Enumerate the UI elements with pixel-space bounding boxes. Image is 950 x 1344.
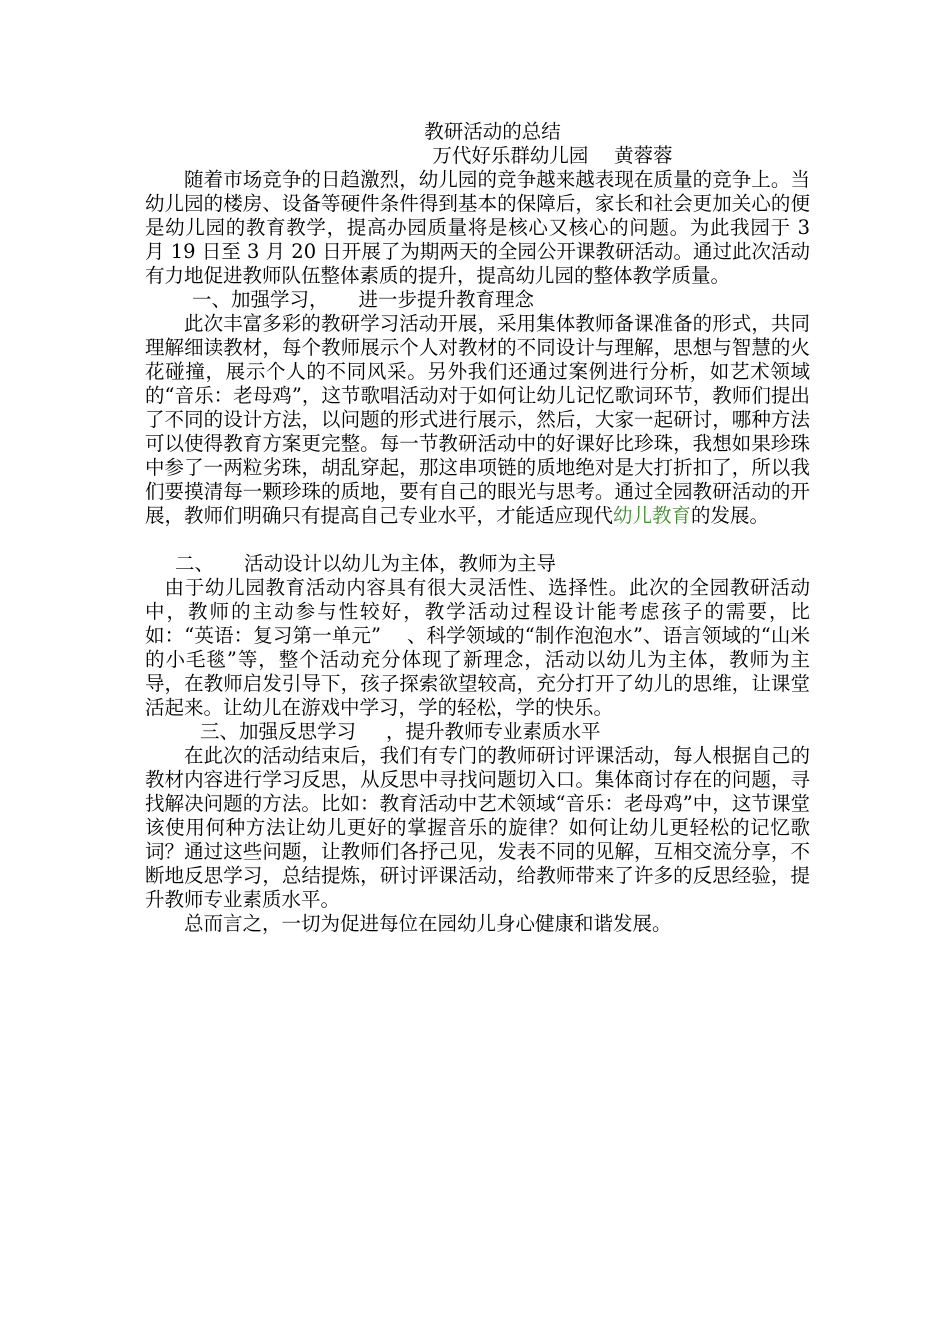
intro-paragraph: 随着市场竞争的日趋激烈，幼儿园的竞争越来越表现在质量的竞争上。当幼儿园的楼房、设备等硬件条件得到基本的保障后，家长和社会更加关心的便是幼儿园的教育教学，提高办园质量将是核心又核心的问题。为此我园于 3 月 19 日至 3 月 20 日开展了为期两天的全园公开课教研活动。通过此次活动有力地促进教师队伍整体素质的提升，提高幼儿园的整体教学质量。 bbox=[145, 168, 810, 287]
section2-heading-number: 二、 bbox=[175, 552, 215, 575]
section1-heading-number: 一、加强学习， bbox=[192, 288, 329, 311]
section1-paragraph bbox=[145, 312, 810, 528]
document-title: 教研活动的总结 bbox=[424, 120, 561, 143]
section1-body-end: 的发展。 bbox=[691, 504, 770, 527]
early-education-link[interactable]: 幼儿教育 bbox=[613, 504, 692, 527]
section3-paragraph: 在此次的活动结束后，我们有专门的教师研讨评课活动，每人根据自己的教材内容进行学习反思，从反思中寻找问题切入口。集体商讨存在的问题，寻找解决问题的方法。比如：教育活动中艺术领域“音乐：老母鸡”中，这节课堂该使用何种方法让幼儿更好的掌握音乐的旋律？如何让幼儿更轻松的记忆歌词？通过这些问题，让教师们各抒己见，发表不同的见解，互相交流分享，不断地反思学习，总结提炼，研讨评课活动，给教师带来了许多的反思经验，提升教师专业素质水平。 bbox=[145, 744, 810, 911]
section2-heading bbox=[145, 552, 810, 576]
document-subtitle: 万代好乐群幼儿园 黄蓉蓉 bbox=[432, 144, 673, 167]
section3-heading bbox=[145, 720, 810, 744]
section3-heading-text: ，提升教师专业素质水平 bbox=[386, 720, 601, 743]
section2-heading-text: 活动设计以幼儿为主体，教师为主导 bbox=[244, 552, 557, 575]
section3-heading-number: 三、加强反思学习 bbox=[200, 720, 357, 743]
section1-heading bbox=[145, 288, 810, 312]
section2-paragraph: 由于幼儿园教育活动内容具有很大灵活性、选择性。此次的全园教研活动中，教师的主动参与性较好，教学活动过程设计能考虑孩子的需要，比如：“英语：复习第一单元” 、科学领域的“制作泡泡水”、语言领域的“山米的小毛毯”等，整个活动充分体现了新理念，活动以幼儿为主体，教师为主导，在教师启发引导下，孩子探索欲望较高，充分打开了幼儿的思维，让课堂活起来。让幼儿在游戏中学习，学的轻松，学的快乐。 bbox=[145, 576, 810, 719]
section1-heading-text: 进一步提升教育理念 bbox=[358, 288, 535, 311]
conclusion-paragraph: 总而言之，一切为促进每位在园幼儿身心健康和谐发展。 bbox=[184, 912, 672, 935]
section1-body: 此次丰富多彩的教研学习活动开展，采用集体教师备课准备的形式，共同理解细读教材，每个教师展示个人对教材的不同设计与理解，思想与智慧的火花碰撞，展示个人的不同风采。另外我们还通过案例进行分析，如艺术领域的“音乐：老母鸡”，这节歌唱活动对于如何让幼儿记忆歌词环节，教师们提出了不同的设计方法，以问题的形式进行展示，然后，大家一起研讨，哪种方法可以使得教育方案更完整。每一节教研活动中的好课好比珍珠，我想如果珍珠中参了一两粒劣珠，胡乱穿起，那这串项链的质地绝对是大打折扣了，所以我们要摸清每一颗珍珠的质地，要有自己的眼光与思考。通过全园教研活动的开展，教师们明确只有提高自己专业水平，才能适应现代 bbox=[145, 312, 810, 527]
document-page bbox=[145, 120, 810, 936]
